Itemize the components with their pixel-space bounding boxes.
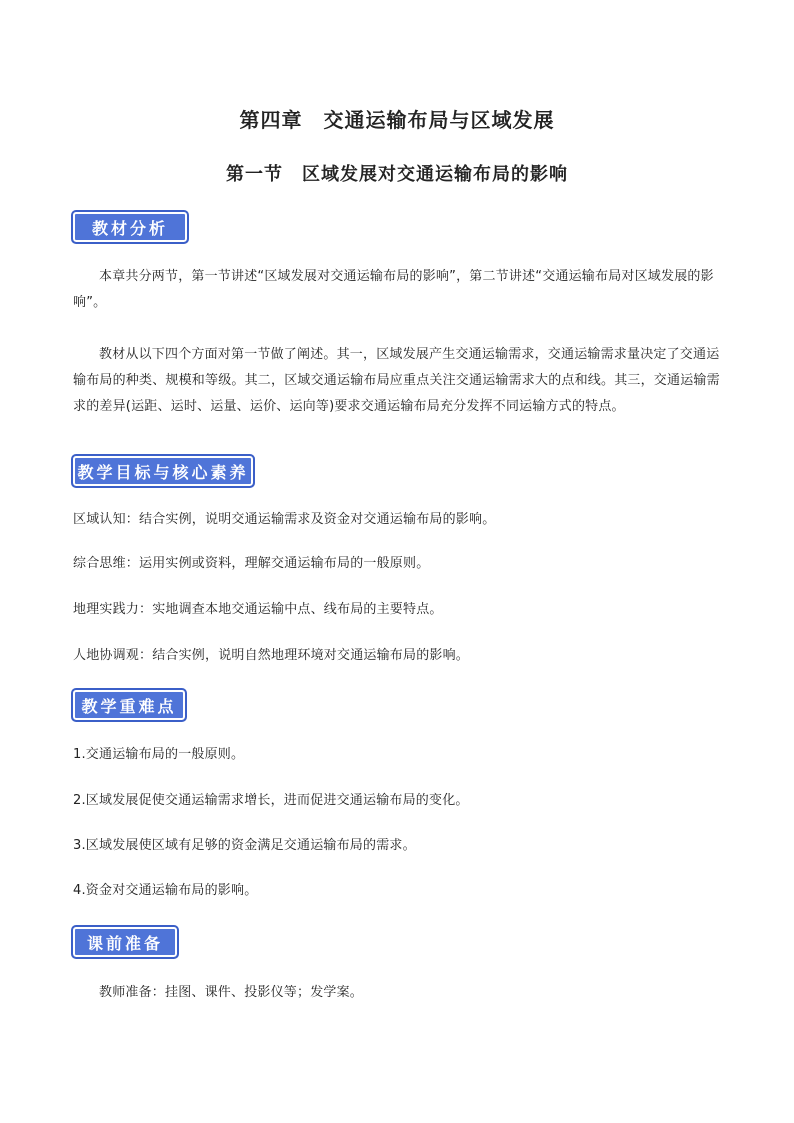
chapter-title: 第四章 交通运输布局与区域发展 bbox=[239, 108, 555, 132]
analysis-paragraph-2: 教材从以下四个方面对第一节做了阐述。其一，区域发展产生交通运输需求，交通运输需求量决定了交通运输布局的种类、规模和等级。其二，区域交通运输布局应重点关注交通运输需求大的点和线。其三，交通运输需求的差异(运距、运时、运量、运价、运向等)要求交通运输布局充分发挥不同运输方式的特点。 bbox=[73, 347, 720, 414]
difficulty-item-1: 1.交通运输布局的一般原则。 bbox=[73, 747, 245, 762]
preparation-text: 教师准备：挂图、课件、投影仪等；发学案。 bbox=[99, 985, 364, 1000]
difficulty-item-3: 3.区域发展使区域有足够的资金满足交通运输布局的需求。 bbox=[73, 838, 416, 853]
goal-item-human-earth-harmony: 人地协调观：结合实例，说明自然地理环境对交通运输布局的影响。 bbox=[73, 648, 470, 663]
goal-item-geo-practice: 地理实践力：实地调查本地交通运输中点、线布局的主要特点。 bbox=[73, 602, 443, 617]
goal-item-comprehensive-thinking: 综合思维：运用实例或资料，理解交通运输布局的一般原则。 bbox=[73, 556, 430, 571]
analysis-heading-tag: 教材分析 bbox=[73, 212, 187, 242]
preparation-heading-tag: 课前准备 bbox=[73, 927, 177, 957]
goals-heading-tag: 教学目标与核心素养 bbox=[73, 456, 253, 486]
difficulties-heading-tag: 教学重难点 bbox=[73, 690, 185, 720]
section-title: 第一节 区域发展对交通运输布局的影响 bbox=[226, 164, 568, 185]
goal-item-regional-cognition: 区域认知：结合实例，说明交通运输需求及资金对交通运输布局的影响。 bbox=[73, 512, 496, 527]
difficulty-item-2: 2.区域发展促使交通运输需求增长，进而促进交通运输布局的变化。 bbox=[73, 793, 469, 808]
analysis-paragraph-1: 本章共分两节，第一节讲述“区域发展对交通运输布局的影响”，第二节讲述“交通运输布局对区域发展的影响”。 bbox=[73, 269, 714, 310]
difficulty-item-4: 4.资金对交通运输布局的影响。 bbox=[73, 883, 258, 898]
